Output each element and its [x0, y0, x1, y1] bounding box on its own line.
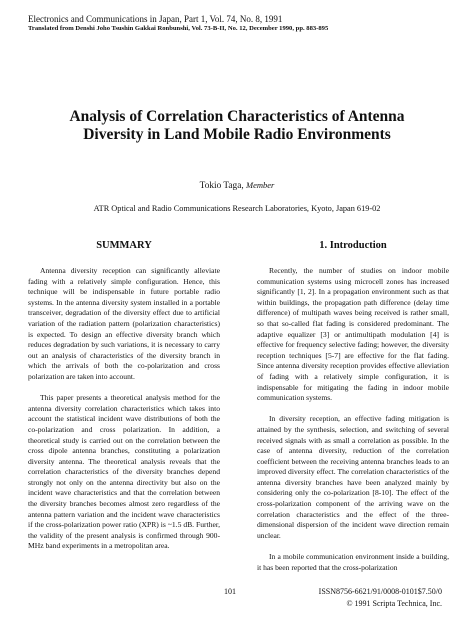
paper-title — [0, 108, 474, 144]
author-role: Member — [245, 180, 275, 190]
affiliation: ATR Optical and Radio Communications Research Laboratories, Kyoto, Japan 619-02 — [93, 204, 381, 213]
translation-note: Translated from Denshi Joho Tsushin Gakkai Ronbunshi, Vol. 73-B-II, No. 12, December 1990, pp. 883-895 — [28, 25, 329, 32]
summary-heading: SUMMARY — [96, 240, 152, 251]
title-line-1: Analysis of Correlation Characteristics of Antenna — [69, 108, 405, 125]
author-name: Tokio Taga, — [199, 181, 244, 191]
intro-paragraph: In diversity reception, an effective fading mitigation is attained by the synthesis, selection, and switching of several received signals with as small a correlation as possible. In the case of antenna diversity, reduction of the correlation coefficient between the receiving antenna branches leads to an improved diversity effect. The correlation characteristics of the antenna diversity branches have been analyzed mainly by considering only the co-polarization [8-10]. The effect of the cross-polarization component of the arriving wave on the correlation characteristics and the effect of the three-dimensional dispersion of the incident wave direction remain unclear. — [257, 414, 449, 540]
intro-paragraph: Recently, the number of studies on indoor mobile communication systems using microcell zones has increased significantly [1, 2]. In a propagation environment such as that within buildings, the propagation path difference (delay time difference) of multipath waves being received is rather small, so that so-called flat fading is considered predominant. The adaptive equalizer [3] or antimultipath modulation [4] is effective for frequency selective fading; however, the diversity reception techniques [5-7] are effective for the flat fading. Since antenna diversity reception provides effective alleviation of fading with a relatively simple configuration, it is indispensable for mitigating the fading in indoor mobile communication systems. — [257, 266, 449, 403]
summary-paragraph: This paper presents a theoretical analysis method for the antenna diversity correlation characteristics which takes into account the statistical incident wave distributions of both the co-polarization and cross polarization. In addition, a theoretical study is carried out on the correlation between the cross dipole antenna branches, constituting a polarization diversity antenna. The theoretical analysis reveals that the correlation characteristics of the diversity branches depend strongly not only on the antenna directivity but also on the incident wave characteristics and that the correlation between the diversity branches becomes almost zero regardless of the antenna pattern variation and the incident wave characteristics if the cross-polarization power ratio (XPR) is ~1.5 dB. Further, the validity of the present analysis is confirmed through 900-MHz band experiments in a metropolitan area. — [28, 393, 220, 551]
copyright-line: © 1991 Scripta Technica, Inc. — [346, 599, 442, 608]
introduction-column — [257, 266, 449, 584]
summary-paragraph: Antenna diversity reception can significantly alleviate fading with a relatively simple configuration. Hence, this technique will be indispensable in future portable radio systems. In the antenna diversity system installed in a portable transceiver, degradation of the diversity effect due to artificial variation of the radiation pattern (polarization characteristics) is expected. To design an effective diversity branch which reduces degradation by such variations, it is necessary to carry out an analysis of characteristics of the diversity branch in which the arrivals of both the co-polarization and cross polarization are taken into account. — [28, 266, 220, 381]
introduction-heading: 1. Introduction — [319, 240, 387, 251]
summary-column — [28, 266, 220, 563]
page-number: 101 — [224, 587, 236, 596]
intro-paragraph: In a mobile communication environment inside a building, it has been reported that the cross-polarization — [257, 552, 449, 572]
author-line — [0, 180, 474, 191]
journal-citation: Electronics and Communications in Japan, Part 1, Vol. 74, No. 8, 1991 — [28, 14, 283, 24]
issn-line: ISSN8756-6621/91/0008-0101$7.50/0 — [318, 587, 442, 596]
title-line-2: Diversity in Land Mobile Radio Environments — [83, 126, 391, 143]
